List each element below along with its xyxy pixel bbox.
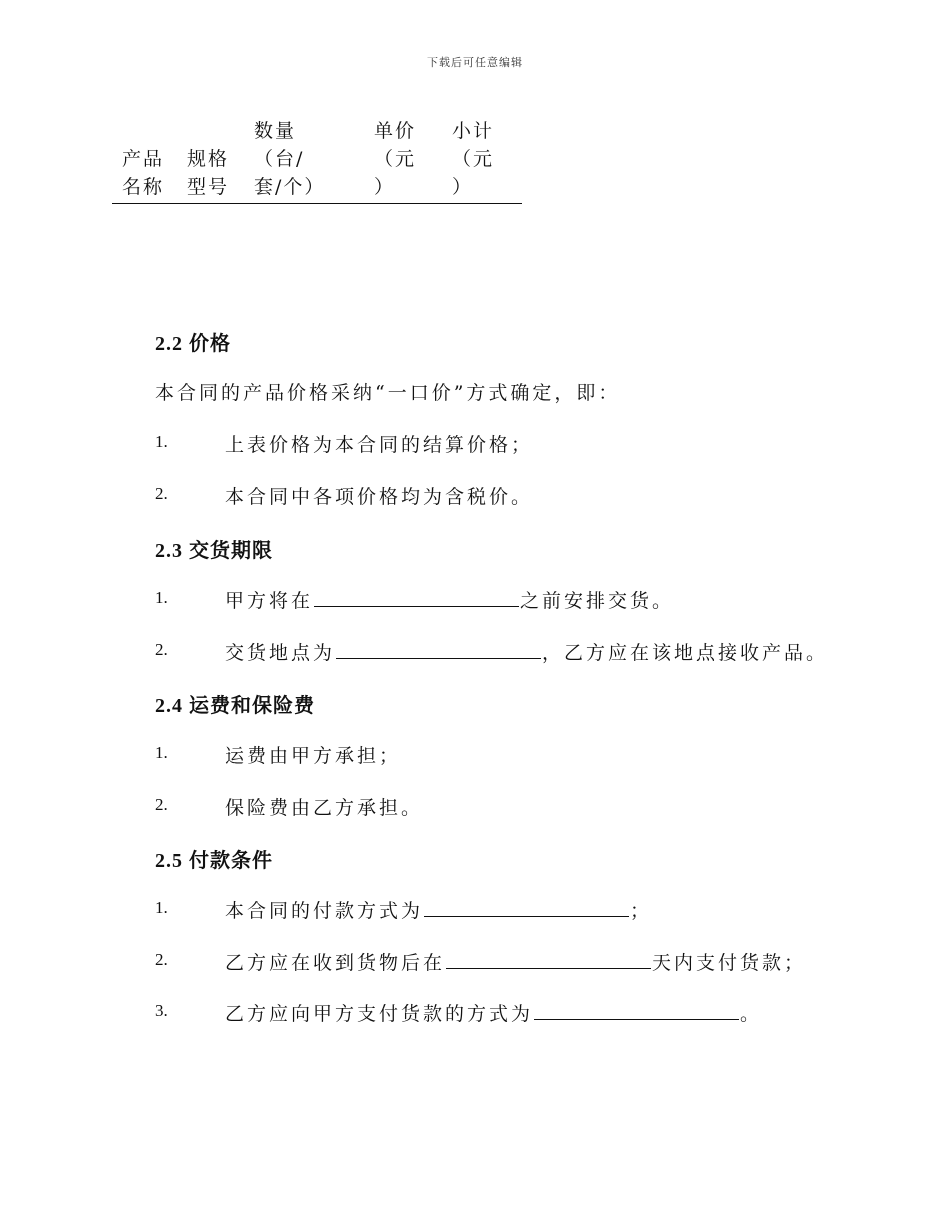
col-unit-price: 单价 （元 ） <box>374 120 417 198</box>
item-text <box>225 638 828 665</box>
item-number: 2. <box>155 795 168 814</box>
header-note: 下载后可任意编辑 <box>427 56 523 69</box>
item-text <box>225 896 652 923</box>
delivery-location-blank[interactable] <box>336 640 541 659</box>
text-before-blank: 本合同的付款方式为 <box>225 900 424 922</box>
payment-method-blank[interactable] <box>424 898 629 917</box>
payment-days-blank[interactable] <box>446 950 651 969</box>
col-subtotal: 小计 （元 ） <box>452 120 495 198</box>
text-after-blank: ，乙方应在该地点接收产品。 <box>542 642 829 664</box>
item-text: 运费由甲方承担； <box>225 745 402 767</box>
item-number: 3. <box>155 1001 168 1020</box>
item-number: 1. <box>155 898 168 917</box>
product-table-header <box>112 112 522 204</box>
price-intro: 本合同的产品价格采纳“一口价”方式确定，即： <box>155 382 621 404</box>
section-title-price: 2.2 价格 <box>155 333 231 355</box>
item-number: 1. <box>155 588 168 607</box>
item-text <box>225 948 806 975</box>
section-title-freight-insurance: 2.4 运费和保险费 <box>155 695 315 717</box>
item-text: 保险费由乙方承担。 <box>225 797 424 819</box>
text-before-blank: 甲方将在 <box>225 590 314 612</box>
payment-way-blank[interactable] <box>534 1001 739 1020</box>
section-title-delivery: 2.3 交货期限 <box>155 540 273 562</box>
item-number: 1. <box>155 743 168 762</box>
text-before-blank: 乙方应在收到货物后在 <box>225 952 446 974</box>
text-before-blank: 交货地点为 <box>225 642 336 664</box>
item-number: 2. <box>155 484 168 503</box>
item-text <box>225 586 674 613</box>
item-number: 1. <box>155 432 168 451</box>
item-number: 2. <box>155 640 168 659</box>
text-before-blank: 乙方应向甲方支付货款的方式为 <box>225 1003 534 1025</box>
item-number: 2. <box>155 950 168 969</box>
item-text: 上表价格为本合同的结算价格； <box>225 434 534 456</box>
col-product-name: 产品 名称 <box>122 148 165 198</box>
item-text <box>225 999 762 1026</box>
col-quantity: 数量 （台/ 套/个） <box>254 120 326 198</box>
section-title-payment: 2.5 付款条件 <box>155 850 273 872</box>
item-text: 本合同中各项价格均为含税价。 <box>225 486 534 508</box>
text-after-blank: 天内支付货款； <box>652 952 807 974</box>
text-after-blank: 之前安排交货。 <box>520 590 675 612</box>
col-spec-model: 规格 型号 <box>187 148 230 198</box>
text-after-blank: 。 <box>740 1003 763 1025</box>
text-after-blank: ； <box>630 900 653 922</box>
delivery-date-blank[interactable] <box>314 588 519 607</box>
